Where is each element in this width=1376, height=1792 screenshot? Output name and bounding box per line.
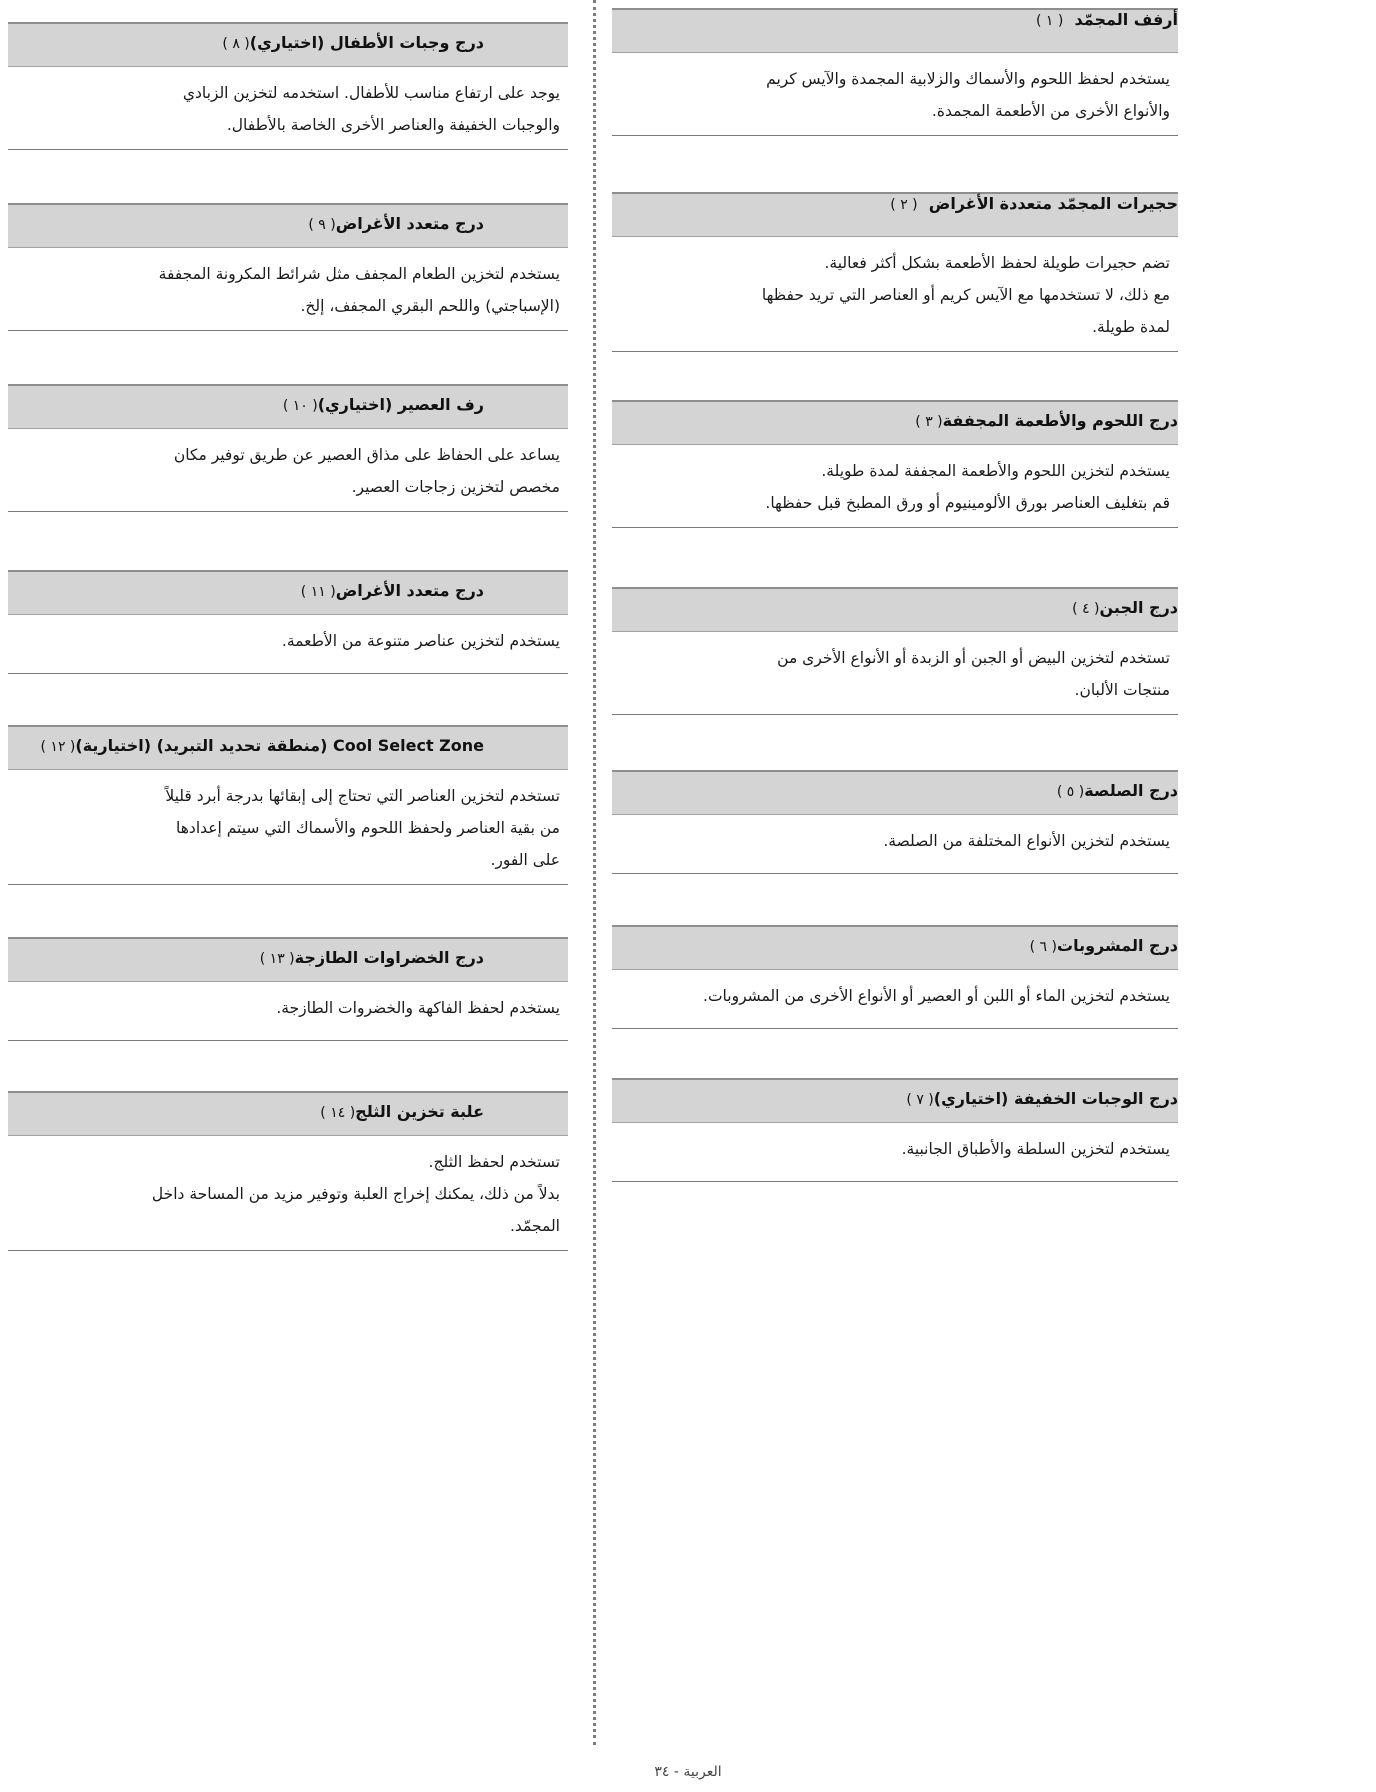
column-divider — [593, 0, 596, 1745]
page-footer: العربية - ٣٤ — [654, 1764, 722, 1780]
section-body: تضم حجيرات طويلة لحفظ الأطعمة بشكل أكثر فعالية. مع ذلك، لا تستخدمها مع الآيس كريم أو العناصر التي تريد حفظها لمدة طويلة. — [612, 237, 1178, 352]
section-snack-drawer — [612, 1078, 1178, 1182]
section-heading: درج الخضراوات الطازجة( ١٣ ) — [259, 948, 484, 967]
section-body: يستخدم لتخزين الأنواع المختلفة من الصلصة. — [612, 815, 1178, 874]
section-body: يستخدم لتخزين السلطة والأطباق الجانبية. — [612, 1123, 1178, 1182]
section-meat-deli-drawer — [612, 400, 1178, 528]
section-body: تستخدم لحفظ الثلج. بدلاً من ذلك، يمكنك إخراج العلبة وتوفير مزيد من المساحة داخل المجمّد. — [8, 1136, 568, 1251]
section-header-bar — [8, 1091, 568, 1136]
section-body: يستخدم لحفظ الفاكهة والخضروات الطازجة. — [8, 982, 568, 1041]
section-multipurpose-drawer-9 — [8, 203, 568, 331]
section-body: تستخدم لتخزين البيض أو الجبن أو الزبدة أو الأنواع الأخرى من منتجات الألبان. — [612, 632, 1178, 715]
section-freezer-shelves — [612, 8, 1178, 136]
section-heading: رف العصير (اختياري)( ١٠ ) — [282, 395, 484, 414]
section-header-bar — [8, 384, 568, 429]
section-body: يستخدم لحفظ اللحوم والأسماك والزلابية المجمدة والآيس كريم والأنواع الأخرى من الأطعمة المجمدة. — [612, 53, 1178, 136]
section-body: يوجد على ارتفاع مناسب للأطفال. استخدمه لتخزين الزبادي والوجبات الخفيفة والعناصر الأخرى الخاصة بالأطفال. — [8, 67, 568, 150]
section-header-bar — [8, 725, 568, 770]
section-heading: درج الوجبات الخفيفة (اختياري)( ٧ ) — [906, 1089, 1178, 1108]
section-sauce-drawer — [612, 770, 1178, 874]
section-heading: درج متعدد الأغراض( ٩ ) — [308, 214, 484, 233]
section-multipurpose-drawer-11 — [8, 570, 568, 674]
section-heading: درج المشروبات( ٦ ) — [1029, 936, 1178, 955]
section-heading: درج الصلصة( ٥ ) — [1056, 781, 1178, 800]
section-heading: درج متعدد الأغراض( ١١ ) — [300, 581, 484, 600]
section-ice-bin — [8, 1091, 568, 1251]
section-header-bar — [612, 587, 1178, 632]
section-heading: درج الجبن( ٤ ) — [1072, 598, 1178, 617]
section-heading: أرفف المجمّد ( ١ ) — [1035, 10, 1178, 29]
section-body: يستخدم لتخزين الطعام المجفف مثل شرائط المكرونة المجففة (الإسباجتي) واللحم البقري المجفف، إلخ. — [8, 248, 568, 331]
section-heading: درج وجبات الأطفال (اختياري)( ٨ ) — [222, 33, 484, 52]
section-header-bar — [8, 937, 568, 982]
section-header-bar — [612, 8, 1178, 53]
section-cheese-drawer — [612, 587, 1178, 715]
section-heading: Cool Select Zone (منطقة تحديد التبريد) (اختيارية)( ١٢ ) — [40, 736, 484, 755]
section-beverage-drawer — [612, 925, 1178, 1029]
section-kids-snack-drawer — [8, 22, 568, 150]
section-body: يستخدم لتخزين اللحوم والأطعمة المجففة لمدة طويلة. قم بتغليف العناصر بورق الألومينيوم أو ورق المطبخ قبل حفظها. — [612, 445, 1178, 528]
section-header-bar — [612, 770, 1178, 815]
section-body: يستخدم لتخزين الماء أو اللبن أو العصير أو الأنواع الأخرى من المشروبات. — [612, 970, 1178, 1029]
section-heading: حجيرات المجمّد متعددة الأغراض ( ٢ ) — [890, 194, 1178, 213]
section-header-bar — [8, 203, 568, 248]
section-body: يستخدم لتخزين عناصر متنوعة من الأطعمة. — [8, 615, 568, 674]
section-header-bar — [612, 1078, 1178, 1123]
section-heading: درج اللحوم والأطعمة المجففة( ٣ ) — [915, 411, 1178, 430]
section-header-bar — [8, 22, 568, 67]
section-freezer-bins — [612, 192, 1178, 352]
section-header-bar — [612, 925, 1178, 970]
section-fresh-vegetable-drawer — [8, 937, 568, 1041]
section-body: تستخدم لتخزين العناصر التي تحتاج إلى إبقائها بدرجة أبرد قليلاً من بقية العناصر ولحفظ اللحوم والأسماك التي سيتم إعدادها على الفور. — [8, 770, 568, 885]
section-header-bar — [612, 400, 1178, 445]
section-cool-select-zone — [8, 725, 568, 885]
section-body: يساعد على الحفاظ على مذاق العصير عن طريق توفير مكان مخصص لتخزين زجاجات العصير. — [8, 429, 568, 512]
section-header-bar — [612, 192, 1178, 237]
section-juice-shelf — [8, 384, 568, 512]
section-header-bar — [8, 570, 568, 615]
section-heading: علبة تخزين الثلج( ١٤ ) — [320, 1102, 484, 1121]
